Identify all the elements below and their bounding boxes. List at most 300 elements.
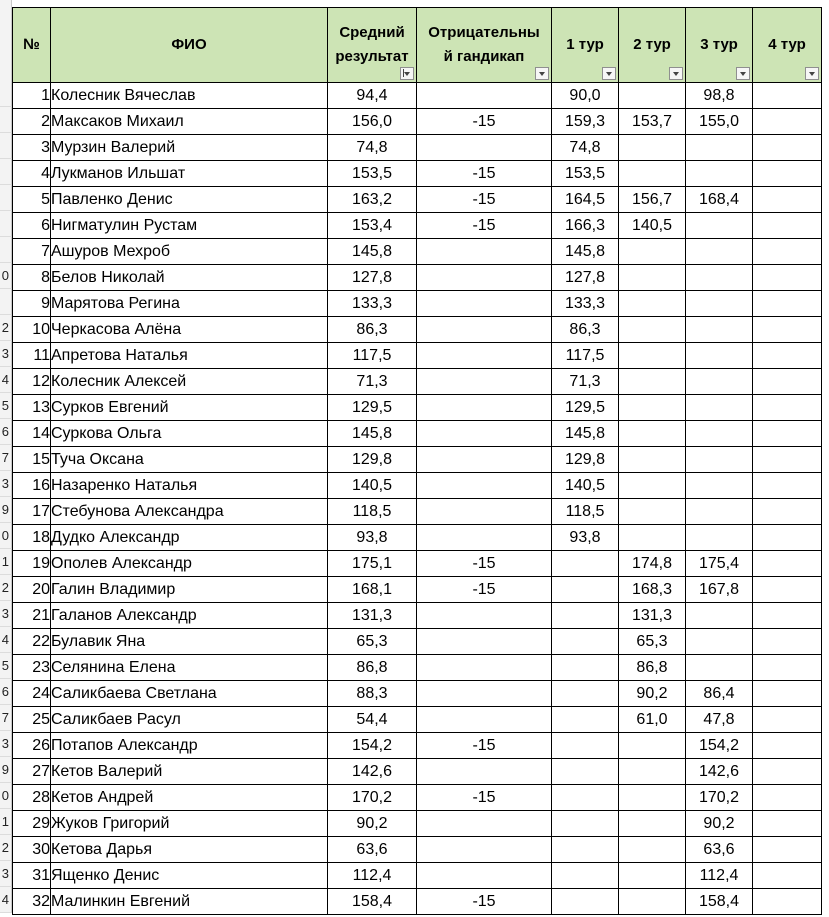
cell-round1[interactable]: [552, 733, 619, 759]
cell-num[interactable]: 22: [13, 629, 51, 655]
cell-round3[interactable]: 112,4: [686, 863, 753, 889]
cell-handicap[interactable]: [417, 863, 552, 889]
cell-name[interactable]: [51, 577, 328, 603]
cell-round3[interactable]: [686, 135, 753, 161]
cell-name[interactable]: [51, 369, 328, 395]
cell-round2[interactable]: 156,7: [619, 187, 686, 213]
cell-round2[interactable]: 86,8: [619, 655, 686, 681]
cell-num[interactable]: 21: [13, 603, 51, 629]
cell-name[interactable]: [51, 863, 328, 889]
row-header[interactable]: [0, 133, 12, 159]
cell-average[interactable]: 168,1: [328, 577, 417, 603]
cell-handicap[interactable]: [417, 707, 552, 733]
cell-round1[interactable]: 129,8: [552, 447, 619, 473]
cell-num[interactable]: 29: [13, 811, 51, 837]
cell-round2[interactable]: 174,8: [619, 551, 686, 577]
cell-round2[interactable]: [619, 421, 686, 447]
cell-round1[interactable]: 129,5: [552, 395, 619, 421]
cell-round3[interactable]: [686, 395, 753, 421]
cell-average[interactable]: 88,3: [328, 681, 417, 707]
cell-average[interactable]: 127,8: [328, 265, 417, 291]
cell-round1[interactable]: 90,0: [552, 83, 619, 109]
cell-round1[interactable]: 140,5: [552, 473, 619, 499]
cell-average[interactable]: 74,8: [328, 135, 417, 161]
cell-num[interactable]: 31: [13, 863, 51, 889]
cell-handicap[interactable]: [417, 239, 552, 265]
cell-round4[interactable]: [753, 863, 822, 889]
cell-round2[interactable]: [619, 889, 686, 915]
cell-round1[interactable]: 153,5: [552, 161, 619, 187]
cell-round1[interactable]: [552, 811, 619, 837]
cell-num[interactable]: 13: [13, 395, 51, 421]
cell-num[interactable]: 1: [13, 83, 51, 109]
row-header[interactable]: [0, 809, 12, 835]
cell-round1[interactable]: 71,3: [552, 369, 619, 395]
cell-round4[interactable]: [753, 291, 822, 317]
cell-round4[interactable]: [753, 447, 822, 473]
row-header[interactable]: [0, 679, 12, 705]
cell-round1[interactable]: 127,8: [552, 265, 619, 291]
cell-round4[interactable]: [753, 239, 822, 265]
row-header[interactable]: [0, 367, 12, 393]
cell-round2[interactable]: 90,2: [619, 681, 686, 707]
cell-num[interactable]: 14: [13, 421, 51, 447]
cell-round2[interactable]: 65,3: [619, 629, 686, 655]
cell-average[interactable]: 65,3: [328, 629, 417, 655]
cell-round1[interactable]: [552, 681, 619, 707]
row-header[interactable]: [0, 185, 12, 211]
cell-round2[interactable]: [619, 343, 686, 369]
cell-round2[interactable]: 131,3: [619, 603, 686, 629]
cell-handicap[interactable]: [417, 759, 552, 785]
row-header[interactable]: [0, 107, 12, 133]
cell-num[interactable]: 7: [13, 239, 51, 265]
cell-round4[interactable]: [753, 83, 822, 109]
row-header[interactable]: [0, 471, 12, 497]
cell-round1[interactable]: 164,5: [552, 187, 619, 213]
cell-round2[interactable]: [619, 317, 686, 343]
cell-round1[interactable]: [552, 577, 619, 603]
cell-handicap[interactable]: -15: [417, 889, 552, 915]
cell-handicap[interactable]: [417, 135, 552, 161]
cell-round3[interactable]: 170,2: [686, 785, 753, 811]
cell-handicap[interactable]: -15: [417, 213, 552, 239]
cell-round3[interactable]: [686, 525, 753, 551]
cell-round3[interactable]: 142,6: [686, 759, 753, 785]
cell-round3[interactable]: [686, 265, 753, 291]
row-header[interactable]: [0, 393, 12, 419]
cell-num[interactable]: 30: [13, 837, 51, 863]
row-header[interactable]: [0, 263, 12, 289]
cell-round4[interactable]: [753, 681, 822, 707]
cell-name[interactable]: [51, 889, 328, 915]
row-header[interactable]: [0, 601, 12, 627]
cell-num[interactable]: 12: [13, 369, 51, 395]
cell-round2[interactable]: 168,3: [619, 577, 686, 603]
cell-handicap[interactable]: -15: [417, 733, 552, 759]
row-header[interactable]: [0, 575, 12, 601]
cell-round4[interactable]: [753, 551, 822, 577]
cell-round2[interactable]: [619, 369, 686, 395]
cell-round4[interactable]: [753, 473, 822, 499]
cell-round3[interactable]: [686, 603, 753, 629]
cell-handicap[interactable]: -15: [417, 551, 552, 577]
cell-num[interactable]: 4: [13, 161, 51, 187]
cell-name[interactable]: [51, 343, 328, 369]
cell-round4[interactable]: [753, 421, 822, 447]
cell-round2[interactable]: [619, 473, 686, 499]
cell-name[interactable]: [51, 395, 328, 421]
cell-name[interactable]: [51, 707, 328, 733]
cell-average[interactable]: 86,8: [328, 655, 417, 681]
cell-round1[interactable]: 74,8: [552, 135, 619, 161]
cell-num[interactable]: 24: [13, 681, 51, 707]
cell-round3[interactable]: [686, 213, 753, 239]
cell-average[interactable]: 71,3: [328, 369, 417, 395]
cell-name[interactable]: [51, 525, 328, 551]
filter-dropdown-icon[interactable]: [535, 67, 549, 80]
cell-num[interactable]: 11: [13, 343, 51, 369]
cell-name[interactable]: [51, 733, 328, 759]
cell-round4[interactable]: [753, 889, 822, 915]
cell-handicap[interactable]: [417, 473, 552, 499]
cell-handicap[interactable]: [417, 291, 552, 317]
cell-round3[interactable]: [686, 317, 753, 343]
row-header[interactable]: [0, 159, 12, 185]
cell-round1[interactable]: [552, 837, 619, 863]
cell-round4[interactable]: [753, 187, 822, 213]
filter-dropdown-icon[interactable]: [669, 67, 683, 80]
cell-round4[interactable]: [753, 759, 822, 785]
cell-handicap[interactable]: [417, 655, 552, 681]
cell-round2[interactable]: [619, 265, 686, 291]
cell-average[interactable]: 94,4: [328, 83, 417, 109]
cell-round3[interactable]: [686, 655, 753, 681]
cell-handicap[interactable]: -15: [417, 785, 552, 811]
cell-num[interactable]: 10: [13, 317, 51, 343]
cell-name[interactable]: [51, 811, 328, 837]
cell-name[interactable]: [51, 655, 328, 681]
cell-round1[interactable]: [552, 551, 619, 577]
cell-round4[interactable]: [753, 135, 822, 161]
row-header[interactable]: [0, 81, 12, 107]
cell-round2[interactable]: [619, 499, 686, 525]
cell-round3[interactable]: [686, 239, 753, 265]
row-header[interactable]: [0, 419, 12, 445]
cell-round4[interactable]: [753, 161, 822, 187]
row-header[interactable]: [0, 315, 12, 341]
row-header[interactable]: [0, 757, 12, 783]
cell-round3[interactable]: 167,8: [686, 577, 753, 603]
cell-round4[interactable]: [753, 655, 822, 681]
cell-name[interactable]: [51, 473, 328, 499]
cell-round2[interactable]: [619, 395, 686, 421]
cell-handicap[interactable]: [417, 603, 552, 629]
cell-name[interactable]: [51, 447, 328, 473]
cell-handicap[interactable]: [417, 499, 552, 525]
cell-round4[interactable]: [753, 577, 822, 603]
cell-round2[interactable]: 61,0: [619, 707, 686, 733]
participant-name: Саликбаев Расул: [51, 710, 181, 728]
cell-num[interactable]: 32: [13, 889, 51, 915]
cell-round1[interactable]: 145,8: [552, 239, 619, 265]
cell-average[interactable]: 145,8: [328, 421, 417, 447]
cell-round3[interactable]: 63,6: [686, 837, 753, 863]
cell-round1[interactable]: [552, 603, 619, 629]
cell-num[interactable]: 25: [13, 707, 51, 733]
cell-num[interactable]: 8: [13, 265, 51, 291]
cell-round1[interactable]: [552, 863, 619, 889]
cell-round3[interactable]: [686, 447, 753, 473]
cell-round1[interactable]: [552, 655, 619, 681]
row-header[interactable]: [0, 705, 12, 731]
cell-round4[interactable]: [753, 811, 822, 837]
cell-name[interactable]: [51, 421, 328, 447]
cell-handicap[interactable]: -15: [417, 109, 552, 135]
participant-name: Малинкин Евгений: [51, 892, 190, 910]
row-header[interactable]: [0, 549, 12, 575]
cell-average[interactable]: 158,4: [328, 889, 417, 915]
cell-name[interactable]: [51, 135, 328, 161]
cell-round2[interactable]: [619, 83, 686, 109]
cell-handicap[interactable]: [417, 317, 552, 343]
cell-round2[interactable]: [619, 447, 686, 473]
cell-average[interactable]: 156,0: [328, 109, 417, 135]
cell-name[interactable]: [51, 239, 328, 265]
cell-round2[interactable]: 140,5: [619, 213, 686, 239]
cell-average[interactable]: 117,5: [328, 343, 417, 369]
cell-round3[interactable]: [686, 291, 753, 317]
cell-name[interactable]: [51, 265, 328, 291]
cell-round2[interactable]: [619, 811, 686, 837]
cell-average[interactable]: 90,2: [328, 811, 417, 837]
cell-name[interactable]: [51, 109, 328, 135]
cell-round4[interactable]: [753, 369, 822, 395]
cell-handicap[interactable]: [417, 811, 552, 837]
cell-round1[interactable]: [552, 785, 619, 811]
cell-name[interactable]: [51, 161, 328, 187]
cell-round3[interactable]: 90,2: [686, 811, 753, 837]
cell-average[interactable]: 154,2: [328, 733, 417, 759]
row-header[interactable]: [0, 497, 12, 523]
cell-average[interactable]: 129,5: [328, 395, 417, 421]
cell-handicap[interactable]: [417, 447, 552, 473]
cell-handicap[interactable]: [417, 837, 552, 863]
cell-dropdown-arrow-icon[interactable]: [327, 738, 328, 752]
cell-average[interactable]: 153,4: [328, 213, 417, 239]
cell-round3[interactable]: 175,4: [686, 551, 753, 577]
cell-average[interactable]: 112,4: [328, 863, 417, 889]
cell-average[interactable]: 54,4: [328, 707, 417, 733]
cell-round2[interactable]: [619, 759, 686, 785]
row-header[interactable]: [0, 211, 12, 237]
cell-round4[interactable]: [753, 213, 822, 239]
cell-round1[interactable]: [552, 629, 619, 655]
cell-handicap[interactable]: [417, 421, 552, 447]
row-header[interactable]: [0, 887, 12, 913]
cell-num[interactable]: 6: [13, 213, 51, 239]
filter-dropdown-icon[interactable]: [602, 67, 616, 80]
cell-round3[interactable]: 168,4: [686, 187, 753, 213]
cell-handicap[interactable]: [417, 681, 552, 707]
table-row: [13, 603, 822, 629]
cell-average[interactable]: 129,8: [328, 447, 417, 473]
cell-num[interactable]: 23: [13, 655, 51, 681]
cell-name[interactable]: [51, 317, 328, 343]
cell-round4[interactable]: [753, 733, 822, 759]
cell-average[interactable]: 93,8: [328, 525, 417, 551]
cell-average[interactable]: 175,1: [328, 551, 417, 577]
row-header[interactable]: [0, 861, 12, 887]
cell-round1[interactable]: 118,5: [552, 499, 619, 525]
cell-round4[interactable]: [753, 707, 822, 733]
cell-average[interactable]: 118,5: [328, 499, 417, 525]
cell-name[interactable]: [51, 187, 328, 213]
cell-round2[interactable]: [619, 291, 686, 317]
filter-dropdown-icon[interactable]: [805, 67, 819, 80]
cell-num[interactable]: 20: [13, 577, 51, 603]
cell-handicap[interactable]: [417, 343, 552, 369]
cell-average[interactable]: 142,6: [328, 759, 417, 785]
cell-round4[interactable]: [753, 603, 822, 629]
cell-average[interactable]: 133,3: [328, 291, 417, 317]
cell-round3[interactable]: 47,8: [686, 707, 753, 733]
cell-name[interactable]: [51, 499, 328, 525]
cell-round1[interactable]: 159,3: [552, 109, 619, 135]
cell-round4[interactable]: [753, 837, 822, 863]
cell-average[interactable]: 163,2: [328, 187, 417, 213]
cell-name[interactable]: [51, 551, 328, 577]
cell-round3[interactable]: [686, 343, 753, 369]
cell-round4[interactable]: [753, 499, 822, 525]
row-header[interactable]: [0, 523, 12, 549]
cell-round3[interactable]: [686, 473, 753, 499]
cell-round4[interactable]: [753, 109, 822, 135]
cell-round3[interactable]: 154,2: [686, 733, 753, 759]
row-header[interactable]: [0, 731, 12, 757]
cell-round4[interactable]: [753, 785, 822, 811]
cell-round3[interactable]: [686, 369, 753, 395]
cell-name[interactable]: [51, 213, 328, 239]
cell-round4[interactable]: [753, 343, 822, 369]
cell-round2[interactable]: [619, 863, 686, 889]
cell-num[interactable]: 16: [13, 473, 51, 499]
cell-round1[interactable]: 93,8: [552, 525, 619, 551]
cell-round2[interactable]: [619, 135, 686, 161]
cell-round3[interactable]: 158,4: [686, 889, 753, 915]
cell-num[interactable]: 19: [13, 551, 51, 577]
cell-handicap[interactable]: -15: [417, 187, 552, 213]
cell-round1[interactable]: 117,5: [552, 343, 619, 369]
cell-num[interactable]: 5: [13, 187, 51, 213]
row-header[interactable]: [0, 341, 12, 367]
cell-num[interactable]: 28: [13, 785, 51, 811]
cell-round4[interactable]: [753, 317, 822, 343]
cell-round2[interactable]: [619, 525, 686, 551]
row-header[interactable]: [0, 653, 12, 679]
cell-round3[interactable]: 98,8: [686, 83, 753, 109]
cell-round2[interactable]: [619, 161, 686, 187]
cell-average[interactable]: 131,3: [328, 603, 417, 629]
cell-average[interactable]: 153,5: [328, 161, 417, 187]
cell-handicap[interactable]: [417, 395, 552, 421]
row-header[interactable]: [0, 835, 12, 861]
participant-name: Нигматулин Рустам: [51, 216, 198, 234]
cell-name[interactable]: [51, 785, 328, 811]
cell-round2[interactable]: [619, 785, 686, 811]
cell-num[interactable]: 2: [13, 109, 51, 135]
cell-round3[interactable]: [686, 161, 753, 187]
cell-round1[interactable]: [552, 889, 619, 915]
cell-round3[interactable]: [686, 421, 753, 447]
cell-round4[interactable]: [753, 629, 822, 655]
cell-round3[interactable]: [686, 629, 753, 655]
cell-average[interactable]: 145,8: [328, 239, 417, 265]
cell-round3[interactable]: [686, 499, 753, 525]
cell-round3[interactable]: 155,0: [686, 109, 753, 135]
cell-round2[interactable]: [619, 837, 686, 863]
cell-round4[interactable]: [753, 395, 822, 421]
cell-round2[interactable]: [619, 239, 686, 265]
row-header[interactable]: [0, 783, 12, 809]
row-header[interactable]: [0, 445, 12, 471]
cell-num[interactable]: 27: [13, 759, 51, 785]
cell-round2[interactable]: [619, 733, 686, 759]
cell-handicap[interactable]: -15: [417, 577, 552, 603]
cell-average[interactable]: 140,5: [328, 473, 417, 499]
cell-round1[interactable]: [552, 707, 619, 733]
filter-dropdown-icon[interactable]: [736, 67, 750, 80]
cell-name[interactable]: [51, 603, 328, 629]
cell-round3[interactable]: 86,4: [686, 681, 753, 707]
cell-average[interactable]: 63,6: [328, 837, 417, 863]
sort-filter-dropdown-icon[interactable]: [400, 67, 414, 80]
cell-round1[interactable]: [552, 759, 619, 785]
row-header[interactable]: [0, 237, 12, 263]
cell-num[interactable]: 26: [13, 733, 51, 759]
cell-num[interactable]: 18: [13, 525, 51, 551]
cell-handicap[interactable]: [417, 369, 552, 395]
row-header[interactable]: [0, 289, 12, 315]
cell-round1[interactable]: 166,3: [552, 213, 619, 239]
cell-num[interactable]: 15: [13, 447, 51, 473]
cell-name[interactable]: [51, 291, 328, 317]
cell-average[interactable]: 170,2: [328, 785, 417, 811]
cell-round1[interactable]: 133,3: [552, 291, 619, 317]
cell-handicap[interactable]: [417, 525, 552, 551]
cell-average[interactable]: 86,3: [328, 317, 417, 343]
cell-handicap[interactable]: [417, 265, 552, 291]
participant-name: Ополев Александр: [51, 554, 192, 572]
cell-handicap[interactable]: [417, 83, 552, 109]
cell-name[interactable]: [51, 629, 328, 655]
cell-name[interactable]: [51, 759, 328, 785]
cell-round1[interactable]: 145,8: [552, 421, 619, 447]
cell-round1[interactable]: 86,3: [552, 317, 619, 343]
cell-num[interactable]: 17: [13, 499, 51, 525]
row-header[interactable]: [0, 627, 12, 653]
cell-round4[interactable]: [753, 525, 822, 551]
cell-round4[interactable]: [753, 265, 822, 291]
cell-name[interactable]: [51, 837, 328, 863]
cell-handicap[interactable]: -15: [417, 161, 552, 187]
cell-round2[interactable]: 153,7: [619, 109, 686, 135]
cell-name[interactable]: [51, 681, 328, 707]
cell-num[interactable]: 9: [13, 291, 51, 317]
cell-handicap[interactable]: [417, 629, 552, 655]
cell-name[interactable]: [51, 83, 328, 109]
cell-num[interactable]: 3: [13, 135, 51, 161]
